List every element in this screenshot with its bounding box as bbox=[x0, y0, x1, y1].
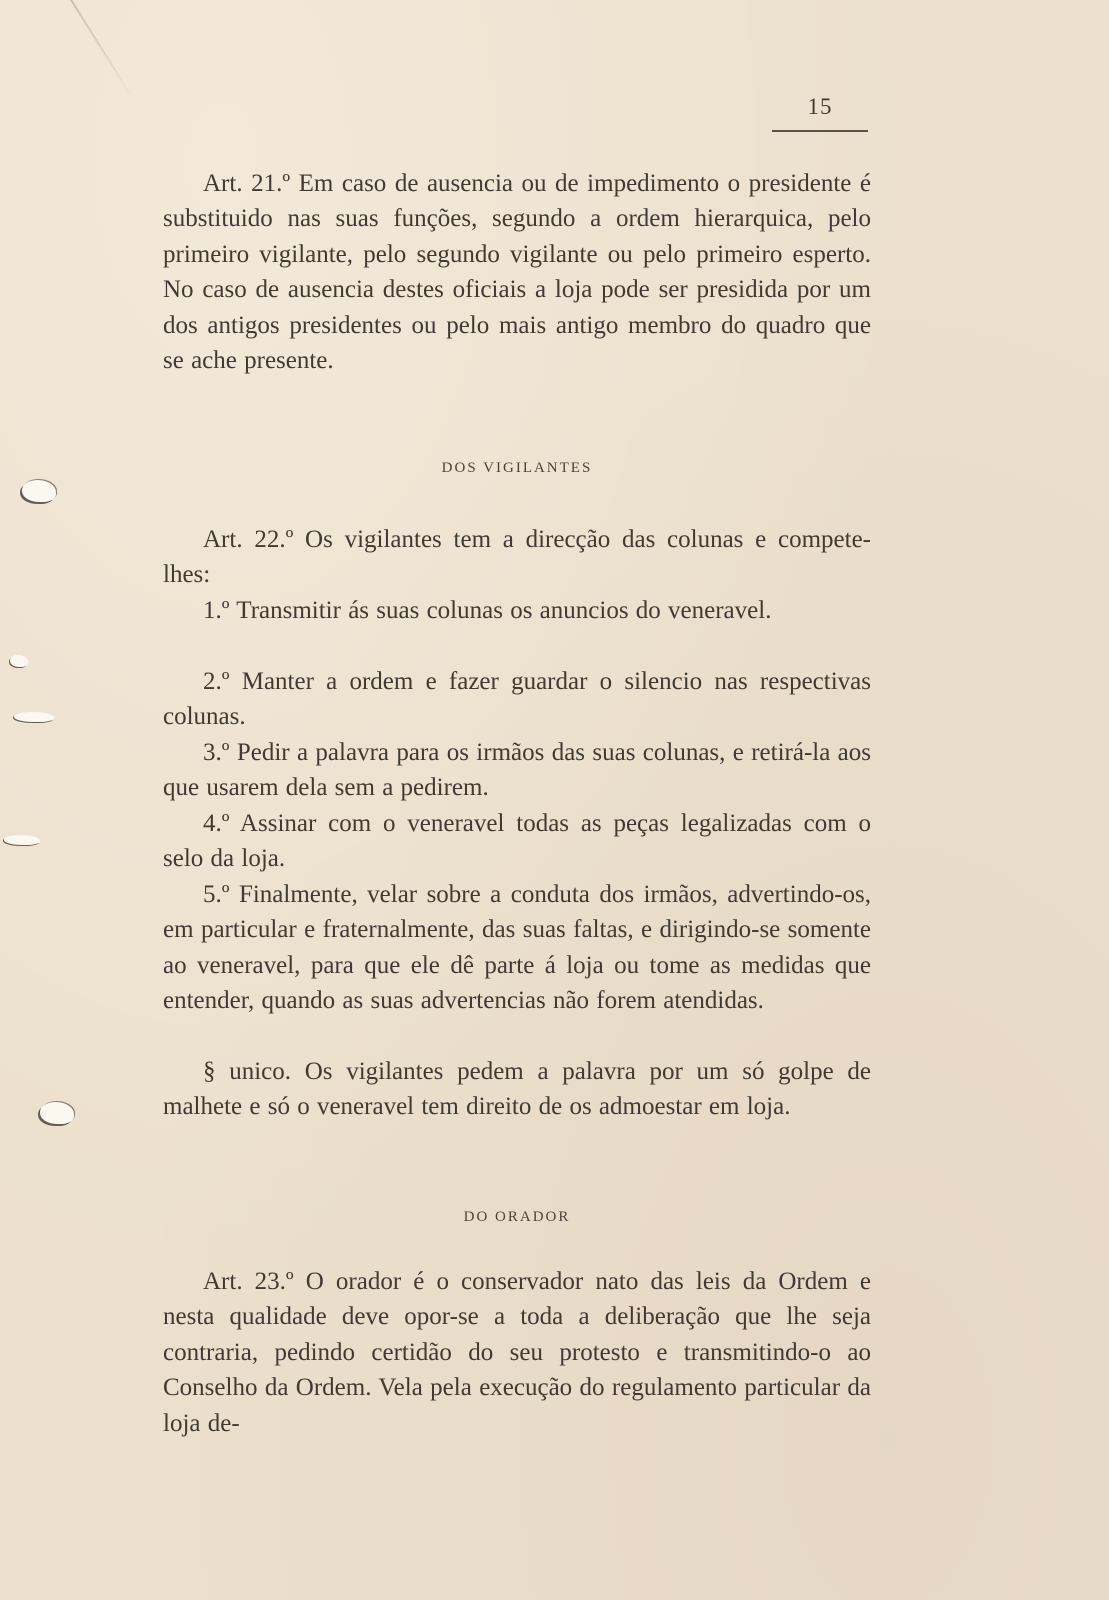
article-23: Art. 23.º O orador é o conservador nato das leis da Ordem e nesta qualidade deve opor-se a toda a deliberação que lhe seja contraria, pedindo certidão do seu protesto e transmitindo-o ao Conselho da Ordem. Vela pela execução do regulamento particular da loja de- bbox=[163, 1268, 871, 1437]
page-number: 15 bbox=[807, 94, 833, 119]
binding-hole bbox=[10, 655, 28, 667]
article-22-paragraph-unico: § unico. Os vigilantes pedem a palavra por um só golpe de malhete e só o veneravel tem direito de os admoestar em loja. bbox=[163, 1058, 871, 1121]
article-22-item-3: 3.º Pedir a palavra para os irmãos das suas colunas, e retirá-la aos que usarem dela sem a pedirem. bbox=[163, 739, 871, 802]
section-heading-vigilantes: DOS VIGILANTES bbox=[441, 460, 593, 476]
binding-hole bbox=[4, 835, 40, 845]
article-21: Art. 21.º Em caso de ausencia ou de impedimento o presidente é substituido nas suas funções, segundo a ordem hierarquica, pelo primeiro vigilante, pelo segundo vigilante ou pelo primeiro esperto. No caso de ausencia destes oficiais a loja pode ser presidida por um dos antigos presidentes ou pelo mais antigo membro do quadro que se ache presente. bbox=[163, 170, 871, 375]
paper-fold-mark bbox=[70, 0, 135, 102]
article-22-item-1: 1.º Transmitir ás suas colunas os anuncios do veneravel. bbox=[203, 597, 772, 624]
page-number-rule bbox=[772, 130, 868, 132]
binding-hole bbox=[22, 480, 56, 502]
article-22-item-5: 5.º Finalmente, velar sobre a conduta dos irmãos, advertindo-os, em particular e fraternalmente, das suas faltas, e dirigindo-se somente ao veneravel, para que ele dê parte á loja ou tome as medidas que entender, quando as suas advertencias não forem atendidas. bbox=[163, 881, 871, 1015]
binding-hole bbox=[14, 712, 54, 722]
binding-hole bbox=[40, 1102, 74, 1124]
article-22-item-4: 4.º Assinar com o veneravel todas as peças legalizadas com o selo da loja. bbox=[163, 810, 871, 873]
article-22-item-2: 2.º Manter a ordem e fazer guardar o silencio nas respectivas colunas. bbox=[163, 668, 871, 731]
section-heading-orador: DO ORADOR bbox=[463, 1209, 571, 1225]
article-22-intro: Art. 22.º Os vigilantes tem a direcção das colunas e compete-lhes: bbox=[163, 526, 871, 589]
